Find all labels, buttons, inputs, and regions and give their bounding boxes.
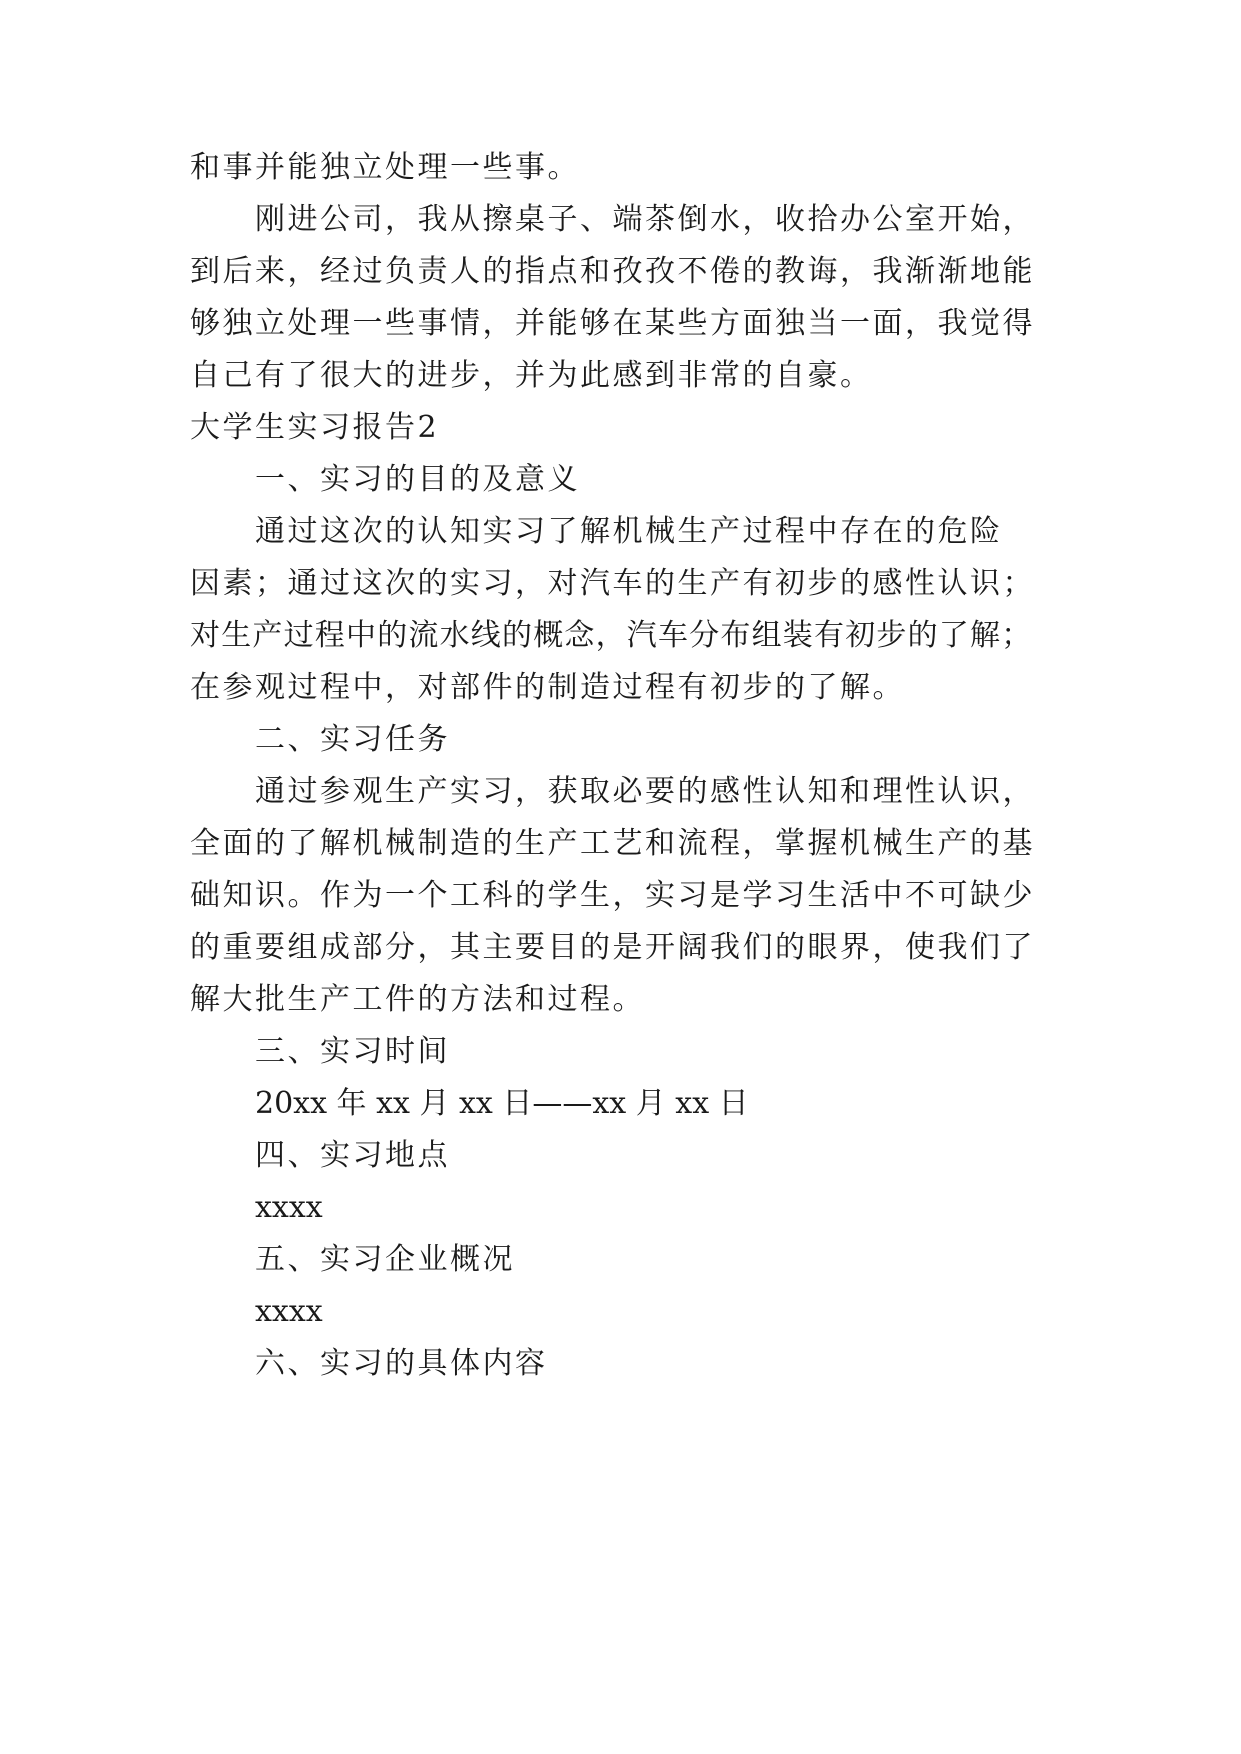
section-heading: 四、实习地点 xyxy=(255,1138,450,1173)
internship-dates: 20xx 年 xx 月 xx 日——xx 月 xx 日 xyxy=(255,1086,749,1121)
paragraph-line: 的重要组成部分，其主要目的是开阔我们的眼界，使我们了 xyxy=(190,930,1035,965)
report-title: 大学生实习报告2 xyxy=(190,410,440,445)
internship-location: xxxx xyxy=(255,1190,323,1225)
company-overview: xxxx xyxy=(255,1294,323,1329)
section-heading: 六、实习的具体内容 xyxy=(255,1346,548,1381)
paragraph-line: 因素；通过这次的实习，对汽车的生产有初步的感性认识； xyxy=(190,566,1035,601)
paragraph-line: 和事并能独立处理一些事。 xyxy=(190,150,580,185)
section-heading: 二、实习任务 xyxy=(255,722,450,757)
section-heading: 一、实习的目的及意义 xyxy=(255,462,580,497)
section-heading: 三、实习时间 xyxy=(255,1034,450,1069)
paragraph-line: 础知识。作为一个工科的学生，实习是学习生活中不可缺少 xyxy=(190,878,1035,913)
section-heading: 五、实习企业概况 xyxy=(255,1242,515,1277)
paragraph-line: 全面的了解机械制造的生产工艺和流程，掌握机械生产的基 xyxy=(190,826,1035,861)
paragraph-line: 刚进公司，我从擦桌子、端茶倒水，收拾办公室开始， xyxy=(255,202,1035,237)
paragraph-line: 在参观过程中，对部件的制造过程有初步的了解。 xyxy=(190,670,905,705)
paragraph-line: 通过参观生产实习，获取必要的感性认知和理性认识， xyxy=(255,774,1035,809)
paragraph-line: 通过这次的认知实习了解机械生产过程中存在的危险 xyxy=(255,514,1003,549)
paragraph-line: 够独立处理一些事情，并能够在某些方面独当一面，我觉得 xyxy=(190,306,1035,341)
paragraph-line: 解大批生产工件的方法和过程。 xyxy=(190,982,645,1017)
paragraph-line: 自己有了很大的进步，并为此感到非常的自豪。 xyxy=(190,358,873,393)
paragraph-line: 对生产过程中的流水线的概念，汽车分布组装有初步的了解； xyxy=(190,618,1033,653)
paragraph-line: 到后来，经过负责人的指点和孜孜不倦的教诲，我渐渐地能 xyxy=(190,254,1035,289)
